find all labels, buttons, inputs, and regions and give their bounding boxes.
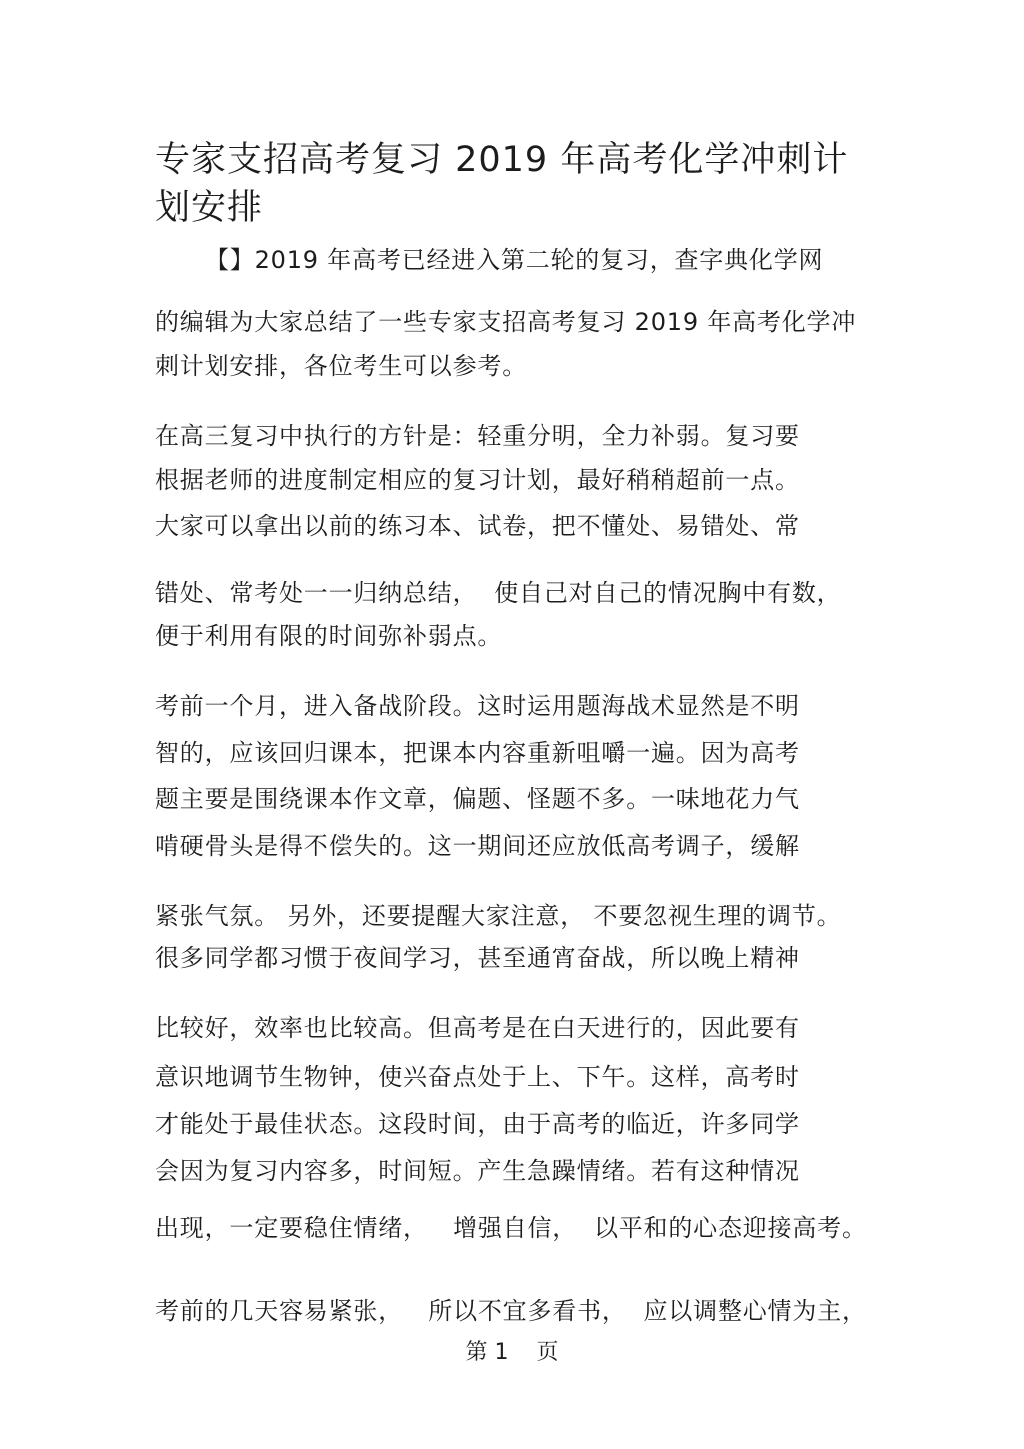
paragraph-line: 智的，应该回归课本，把课本内容重新咀嚼一遍。因为高考 (155, 739, 800, 767)
paragraph-line: 比较好，效率也比较高。但高考是在白天进行的，因此要有 (155, 1014, 800, 1042)
paragraph-line: 会因为复习内容多，时间短。产生急躁情绪。若有这种情况 (155, 1157, 800, 1185)
page-number-footer: 第 1 页 (465, 1340, 559, 1365)
paragraph-line: 啃硬骨头是得不偿失的。这一期间还应放低高考调子，缓解 (155, 832, 800, 860)
document-title: 专家支招高考复习 2019 年高考化学冲刺计划安排 (155, 140, 849, 228)
paragraph-line: 大家可以拿出以前的练习本、试卷，把不懂处、易错处、常 (155, 512, 800, 540)
paragraph-line: 的编辑为大家总结了一些专家支招高考复习 2019 年高考化学冲 (155, 308, 857, 336)
paragraph-line: 错处、常考处一一归纳总结， 使自己对自己的情况胸中有数， (155, 579, 842, 607)
paragraph-line: 【】2019 年高考已经进入第二轮的复习，查字典化学网 (205, 246, 824, 274)
paragraph-line: 题主要是围绕课本作文章，偏题、怪题不多。一味地花力气 (155, 785, 800, 813)
paragraph-line: 意识地调节生物钟，使兴奋点处于上、下午。这样，高考时 (155, 1063, 800, 1091)
paragraph-line: 在高三复习中执行的方针是：轻重分明，全力补弱。复习要 (155, 422, 800, 450)
paragraph-line: 考前的几天容易紧张， 所以不宜多看书， 应以调整心情为主， (155, 1297, 867, 1325)
paragraph-line: 便于利用有限的时间弥补弱点。 (155, 622, 503, 650)
paragraph-line: 刺计划安排，各位考生可以参考。 (155, 352, 527, 380)
paragraph-line: 出现，一定要稳住情绪， 增强自信， 以平和的心态迎接高考。 (155, 1214, 867, 1242)
paragraph-line: 紧张气氛。 另外，还要提醒大家注意， 不要忽视生理的调节。 (155, 902, 842, 930)
paragraph-line: 根据老师的进度制定相应的复习计划，最好稍稍超前一点。 (155, 466, 800, 494)
paragraph-line: 很多同学都习惯于夜间学习，甚至通宵奋战，所以晚上精神 (155, 944, 800, 972)
paragraph-line: 才能处于最佳状态。这段时间，由于高考的临近，许多同学 (155, 1110, 800, 1138)
paragraph-line: 考前一个月，进入备战阶段。这时运用题海战术显然是不明 (155, 692, 800, 720)
